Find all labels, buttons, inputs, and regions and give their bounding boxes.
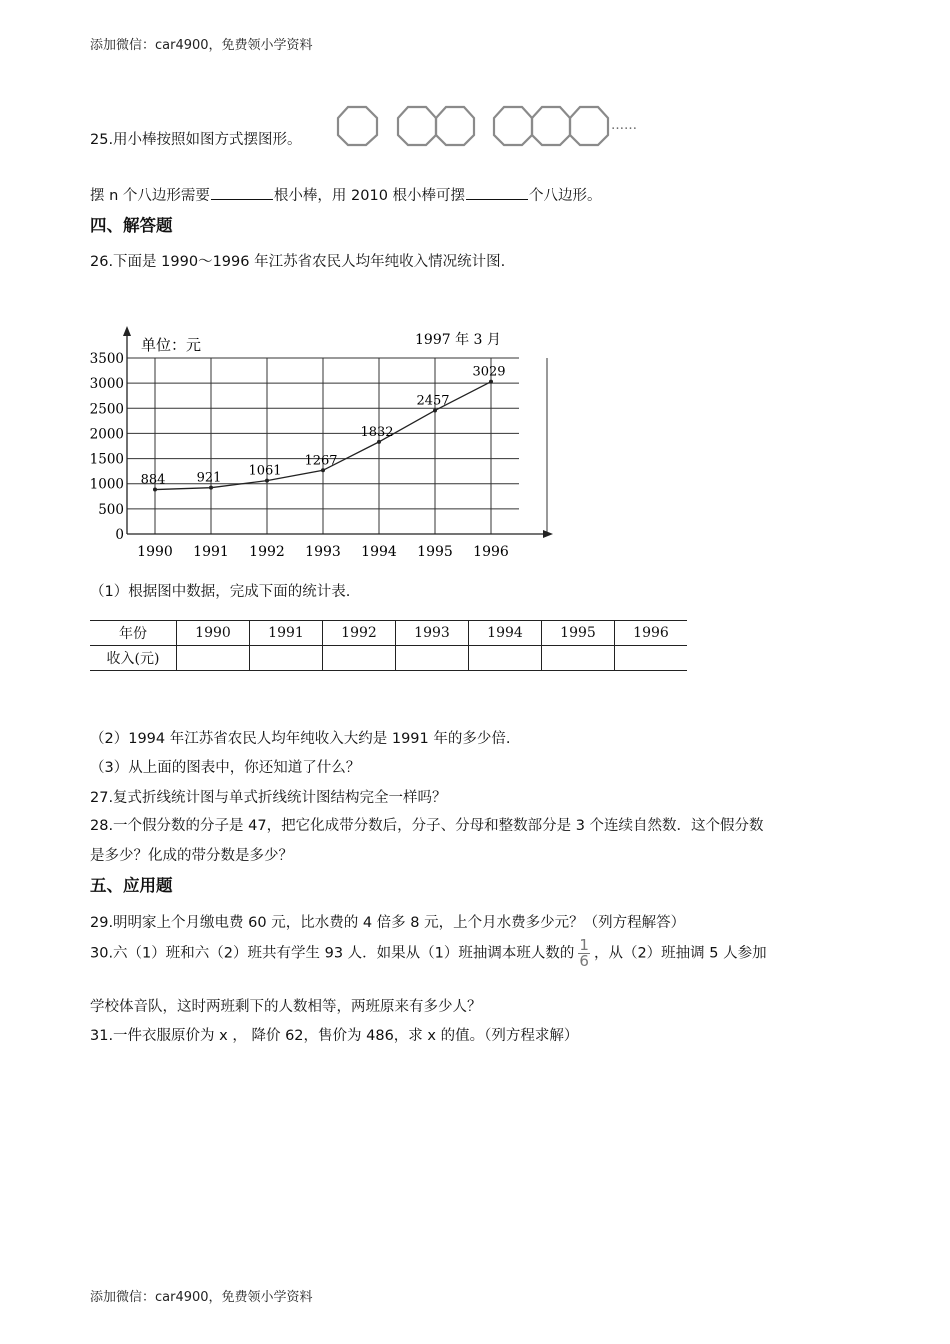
- income-cell[interactable]: [396, 646, 469, 671]
- year-cell: 1992: [323, 621, 396, 646]
- q25-text-c: 个八边形。: [529, 188, 602, 204]
- income-cell[interactable]: [323, 646, 396, 671]
- data-point: [489, 380, 493, 384]
- data-label: 1267: [304, 453, 338, 469]
- data-point: [433, 408, 437, 412]
- year-cell: 1991: [250, 621, 323, 646]
- income-cell[interactable]: [250, 646, 323, 671]
- data-label: 1061: [248, 463, 282, 479]
- year-cell: 1995: [542, 621, 615, 646]
- x-tick-label: 1992: [249, 544, 285, 560]
- y-tick-label: 3500: [89, 351, 124, 367]
- octagon-5: [532, 107, 570, 145]
- x-tick-label: 1990: [137, 544, 173, 560]
- fraction-one-sixth: [578, 938, 590, 969]
- year-cell: 1994: [469, 621, 542, 646]
- y-tick-label: 2500: [89, 401, 124, 418]
- income-cell[interactable]: [177, 646, 250, 671]
- ellipsis-dots: ……: [611, 118, 637, 133]
- x-tick-label: 1996: [473, 544, 509, 560]
- statistic-table: [90, 620, 687, 671]
- row-header-income: 收入(元): [90, 646, 177, 671]
- octagon-2: [398, 107, 436, 145]
- fraction-numerator: 1: [579, 936, 589, 954]
- data-point: [377, 440, 381, 444]
- year-cell: 1993: [396, 621, 469, 646]
- data-point: [321, 468, 325, 472]
- q25-line1: 25.用小棒按照如图方式摆图形。: [90, 132, 302, 148]
- table-row-income: [90, 646, 687, 671]
- q26-intro: 26.下面是 1990～1996 年江苏省农民人均年纯收入情况统计图.: [90, 254, 506, 270]
- q30-part2: ，从（2）班抽调 5 人参加: [593, 945, 767, 962]
- x-tick-label: 1991: [193, 544, 229, 560]
- q30-line1: [90, 938, 767, 969]
- data-label: 2457: [416, 393, 450, 409]
- y-tick-label: 500: [98, 501, 124, 518]
- octagon-pattern-figure: [335, 104, 655, 148]
- q28-line1: 28.一个假分数的分子是 47，把它化成带分数后，分子、分母和整数部分是 3 个连续自然数．这个假分数: [90, 818, 764, 834]
- y-tick-label: 0: [115, 527, 124, 543]
- income-cell[interactable]: [542, 646, 615, 671]
- x-tick-label: 1994: [361, 544, 397, 560]
- y-axis-arrow: [123, 326, 131, 336]
- q30-line2: 学校体音队，这时两班剩下的人数相等，两班原来有多少人？: [90, 999, 482, 1015]
- q25-line2: [90, 184, 602, 205]
- q26-sub2: （2）1994 年江苏省农民人均年纯收入大约是 1991 年的多少倍.: [90, 731, 511, 747]
- data-label: 884: [140, 472, 166, 488]
- year-cell: 1996: [615, 621, 688, 646]
- y-tick-label: 1500: [89, 451, 124, 468]
- table-row-years: [90, 621, 687, 646]
- data-point: [265, 479, 269, 483]
- year-cell: 1990: [177, 621, 250, 646]
- page-footer: 添加微信：car4900，免费领小学资料: [90, 1290, 313, 1305]
- section-title-4: 四、解答题: [90, 216, 173, 235]
- data-label: 3029: [472, 364, 506, 380]
- q27-text: 27.复式折线统计图与单式折线统计图结构完全一样吗？: [90, 790, 447, 806]
- chart-unit-label: 单位：元: [141, 336, 202, 354]
- fraction-denominator: 6: [579, 952, 589, 970]
- data-point: [209, 486, 213, 490]
- page-header: 添加微信：car4900，免费领小学资料: [90, 38, 313, 53]
- data-point: [153, 488, 157, 492]
- x-tick-label: 1995: [417, 544, 453, 560]
- data-label: 921: [196, 470, 222, 486]
- answer-blank-2: [466, 185, 528, 200]
- row-header-year: 年份: [90, 621, 177, 646]
- q31-text: 31.一件衣服原价为 x ， 降价 62，售价为 486，求 x 的值。（列方程求解）: [90, 1028, 579, 1044]
- q25-text-b: 根小棒，用 2010 根小棒可摆: [273, 188, 466, 204]
- q26-sub3: （3）从上面的图表中，你还知道了什么？: [90, 760, 361, 776]
- y-tick-label: 1000: [89, 476, 124, 493]
- octagon-3: [436, 107, 474, 145]
- income-line-chart: [85, 322, 565, 567]
- q29-text: 29.明明家上个月缴电费 60 元，比水费的 4 倍多 8 元，上个月水费多少元？（列方程解答）: [90, 915, 686, 931]
- x-axis-arrow: [543, 530, 553, 538]
- octagon-6: [570, 107, 608, 145]
- octagon-4: [494, 107, 532, 145]
- data-label: 1832: [360, 424, 394, 440]
- q26-sub1: （1）根据图中数据，完成下面的统计表.: [90, 584, 351, 600]
- y-tick-labels: [90, 351, 124, 543]
- y-tick-label: 3000: [89, 376, 124, 393]
- octagon-1: [338, 107, 377, 145]
- q30-part1: 30.六（1）班和六（2）班共有学生 93 人．如果从（1）班抽调本班人数的: [90, 945, 575, 962]
- income-cell[interactable]: [615, 646, 688, 671]
- x-tick-label: 1993: [305, 544, 341, 560]
- section-title-5: 五、应用题: [90, 876, 173, 895]
- y-tick-label: 2000: [89, 426, 124, 443]
- answer-blank-1: [211, 185, 273, 200]
- income-cell[interactable]: [469, 646, 542, 671]
- chart-grid: [127, 358, 547, 534]
- q28-line2: 是多少？化成的带分数是多少？: [90, 848, 293, 864]
- chart-title: 1997 年 3 月: [415, 332, 501, 348]
- q25-text-a: 摆 n 个八边形需要: [90, 188, 210, 204]
- x-tick-labels: [137, 544, 509, 560]
